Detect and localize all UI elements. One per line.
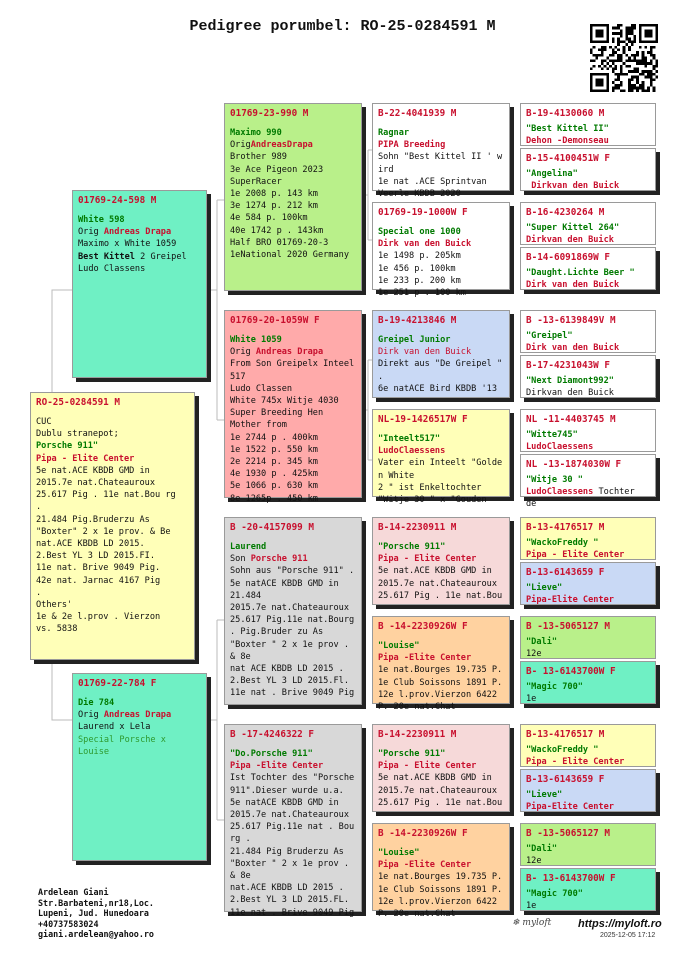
sd-line: 1e 1522 p. 550 km [230, 444, 318, 455]
ss-line: 3e Ace Pigeon 2023 [230, 164, 324, 175]
gen4-name-line [526, 636, 650, 648]
card-gen3-3[interactable] [372, 409, 510, 506]
gen4-ring: NL -11-4403745 M [526, 414, 616, 425]
gen4-breeder-line [526, 900, 650, 912]
subject-line: 1e & 2e l.prov . Vierzon [36, 612, 161, 623]
gen3-ring: B-14-2230911 M [378, 522, 457, 533]
sire-orig: Orig [78, 227, 104, 238]
gen4-name-line [526, 429, 650, 441]
gen4-breeder-line [526, 342, 650, 354]
gen4-name-line [526, 375, 650, 387]
card-gen4-6[interactable] [520, 409, 656, 452]
dd-ring: B -17-4246322 F [230, 729, 314, 740]
gen3-name: "Inteelt517" [378, 434, 441, 444]
sd-breeder: Andreas Drapa [255, 347, 324, 358]
ss-orig-line [230, 139, 356, 151]
dd-line: & 8e [230, 871, 251, 882]
sire-tail: 2 Greipel [134, 251, 187, 262]
card-dam-dam[interactable] [224, 724, 362, 918]
gen4-plain: Dirkvan den Buick [526, 388, 614, 399]
gen4-ring: B -13-5065127 M [526, 828, 610, 839]
gen3-ring: 01769-19-1000W F [378, 207, 468, 218]
subject-line: 11e nat. Brive 9049 Pig. [36, 563, 161, 574]
gen4-name-line [526, 168, 650, 180]
dd-line: 5e natACE KBDB GMD in [230, 797, 339, 808]
gen3-breeder: PIPA Breeding [378, 140, 446, 151]
gen4-ring: NL -13-1874030W F [526, 459, 622, 470]
card-gen3-5[interactable] [372, 616, 510, 713]
sd-line: 8e 1265p . 450 km [230, 493, 318, 504]
gen4-ring: B-15-4100451W F [526, 153, 610, 164]
sd-line: 1e 2744 p . 400km [230, 432, 318, 443]
subject-line: Porsche 911" [36, 441, 99, 452]
gen3-line: 1e nat .ACE Sprintvan [378, 176, 487, 187]
card-gen3-0[interactable] [372, 103, 510, 200]
card-dam[interactable] [72, 673, 207, 861]
gen4-breeder-line [526, 279, 650, 291]
dd-line: 2015.7e nat.Chateauroux [230, 810, 349, 821]
gen4-ring: B-13-6143659 F [526, 567, 605, 578]
card-gen4-9[interactable] [520, 562, 656, 605]
gen4-breeder-line [526, 135, 650, 147]
gen3-line: 12e l.prov.Vierzon 6422 [378, 896, 497, 907]
dd-line: 11e nat . Brive 9049 Pig [230, 907, 355, 918]
gen4-breeder: Pipa-Elite Center [526, 595, 614, 606]
gen3-ring: NL-19-1426517W F [378, 414, 468, 425]
gen4-ring: B-14-6091869W F [526, 252, 610, 263]
dd-line: 2.Best YL 3 LD 2015.FL. [230, 895, 349, 906]
gen3-breeder: Dirk van den Buick [378, 347, 472, 358]
sd-line: 5e 1066 p. 630 km [230, 481, 318, 492]
ds-line: . Pig.Bruder zu As [230, 627, 324, 638]
gen4-name-line [526, 681, 650, 693]
gen4-name: "Best Kittel II" [526, 124, 609, 134]
gen3-line: 5e nat.ACE KBDB GMD in [378, 566, 492, 577]
gen4-breeder-line [526, 180, 650, 192]
subject-line: Dublu stranepot; [36, 429, 119, 440]
owner-address [38, 887, 154, 940]
dd-line: Ist Tochter des "Porsche [230, 773, 355, 784]
gen4-name-line [526, 537, 650, 549]
subject-line: . [36, 502, 42, 513]
gen4-name: "Witte745" [526, 430, 578, 440]
gen3-line: Sohn "Best Kittel II ' w ird [378, 152, 508, 175]
gen3-name: "Porsche 911" [378, 542, 446, 552]
subject-line: CUC [36, 417, 52, 427]
gen3-ring: B-19-4213846 M [378, 315, 457, 326]
gen3-ring: B -14-2230926W F [378, 621, 468, 632]
ds-line: 21.484 [230, 590, 262, 601]
gen4-name-line [526, 789, 650, 801]
subject-line: 21.484 Pig.Bruderzu As [36, 514, 150, 525]
gen4-breeder-line [526, 387, 650, 399]
gen3-line: 1e Club Soissons 1891 P. [378, 677, 503, 688]
card-gen4-10[interactable] [520, 616, 656, 659]
card-gen4-15[interactable] [520, 868, 656, 911]
gen4-breeder-line [526, 594, 650, 606]
gen3-line: 1e Club Soissons 1891 P. [378, 884, 503, 895]
sd-orig-line [230, 346, 356, 358]
gen4-breeder-line [526, 855, 650, 867]
gen4-breeder: Pipa-Elite Center [526, 802, 614, 813]
gen4-name: "Super Kittel 264" [526, 223, 620, 233]
card-gen3-4[interactable] [372, 517, 510, 605]
sd-line: Super Breeding Hen [230, 408, 324, 419]
gen4-ring: B -13-6139849V M [526, 315, 616, 326]
owner-street: Str.Barbateni,nr18,Loc. [38, 897, 154, 908]
sire-name: White 598 [78, 215, 125, 225]
card-gen3-2[interactable] [372, 310, 510, 398]
subject-line: 25.617 Pig . 11e nat.Bou rg [36, 490, 176, 501]
gen4-name: "Magic 700" [526, 889, 583, 899]
dd-line: nat.ACE KBDB LD 2015 . [230, 883, 344, 894]
card-subject[interactable] [30, 392, 195, 660]
gen3-line: Direkt aus "De Greipel " [378, 359, 503, 370]
sire-parents: Maximo x White 1059 [78, 239, 177, 250]
ds-orig-line [230, 553, 356, 565]
gen4-plain: 1e [526, 901, 537, 912]
dam-orig: Orig [78, 710, 104, 721]
gen4-breeder-line [526, 234, 650, 246]
sd-line: Ludo Classen [230, 383, 293, 394]
gen3-line: 2 " ist Enkeltochter [378, 482, 482, 493]
gen3-name: "Louise" [378, 641, 420, 651]
gen3-line: 6e natACE Bird KBDB '13 [378, 383, 497, 394]
gen4-name: "Magic 700" [526, 682, 583, 692]
card-gen4-4[interactable] [520, 310, 656, 353]
myloft-logo [512, 918, 551, 928]
card-gen4-2[interactable] [520, 202, 656, 245]
gen4-name-line [526, 888, 650, 900]
gen4-name-line [526, 474, 650, 486]
dam-ring: 01769-22-784 F [78, 678, 157, 689]
gen3-line: 1e 1498 p. 205km [378, 251, 461, 262]
gen3-name: Greipel Junior [378, 335, 451, 345]
gen3-breeder: Pipa - Elite Center [378, 761, 477, 772]
owner-phone: +40737583024 [38, 918, 99, 929]
card-sire-dam[interactable] [224, 310, 362, 504]
card-gen4-13[interactable] [520, 769, 656, 812]
dam-breeder: Andreas Drapa [103, 710, 172, 721]
gen3-breeder: Pipa -Elite Center [378, 653, 472, 664]
gen4-breeder: Pipa - Elite Center [526, 550, 625, 561]
timestamp: 2025-12-05 17:12 [600, 932, 656, 939]
gen4-name-line [526, 744, 650, 756]
gen3-ring: B-22-4041939 M [378, 108, 457, 119]
sire-breeder: Andreas Drapa [103, 227, 172, 238]
gen4-name: "Lieve" [526, 790, 563, 800]
sd-line: Mother from [230, 420, 287, 431]
card-gen3-7[interactable] [372, 823, 510, 920]
gen3-line: Veerle KBDB 2020 [378, 189, 461, 200]
gen4-breeder-line [526, 693, 650, 705]
gen4-tail: Tochter de [526, 487, 640, 510]
card-sire[interactable] [72, 190, 207, 378]
gen4-name: "Lieve" [526, 583, 563, 593]
card-gen4-1[interactable] [520, 148, 656, 191]
gen3-line: 1e 456 p. 100km [378, 263, 456, 274]
gen3-name: "Louise" [378, 848, 420, 858]
ds-line: 2015.7e nat.Chateauroux [230, 603, 349, 614]
subject-line: vs. 5838 [36, 624, 78, 635]
card-dam-sire[interactable] [224, 517, 362, 705]
subject-line: 5e nat.ACE KBDB GMD in [36, 465, 150, 476]
ss-line: 1e 2008 p. 143 km [230, 189, 318, 200]
gen3-line: 1e 233 p. 200 km [378, 275, 461, 286]
gen3-ring: B -14-2230926W F [378, 828, 468, 839]
sd-line: 4e 1930 p . 425km [230, 469, 318, 480]
subject-line: Others' [36, 600, 73, 611]
ss-line: 4e 584 p. 100km [230, 213, 308, 224]
logo-text: myloft [522, 918, 552, 928]
sire-ring: 01769-24-598 M [78, 195, 157, 206]
card-gen4-14[interactable] [520, 823, 656, 866]
ss-line: 3e 1274 p. 212 km [230, 201, 318, 212]
gen4-ring: B-19-4130060 M [526, 108, 605, 119]
gen4-name2: Lichte Beer " [567, 268, 635, 278]
gen4-breeder-line [526, 801, 650, 813]
gen4-breeder-line [526, 441, 650, 453]
ds-ring: B -20-4157099 M [230, 522, 314, 533]
card-gen3-1[interactable] [372, 202, 510, 299]
dd-line: 911".Dieser wurde u.a. [230, 785, 344, 796]
card-gen4-8[interactable] [520, 517, 656, 560]
sd-orig: Orig [230, 347, 256, 358]
ss-breeder: AndreasDrapa [250, 140, 313, 151]
sd-name: White 1059 [230, 335, 282, 345]
gen3-line: 1e 251 p . 100 km [378, 288, 466, 299]
gen4-plain: 1e [526, 694, 537, 705]
site-link[interactable]: https://myloft.ro [578, 918, 662, 930]
dd-line: 21.484 Pig Bruderzu As [230, 846, 344, 857]
sd-ring: 01769-20-1059W F [230, 315, 320, 326]
bird-icon: ❄ [512, 918, 520, 928]
gen3-line: Vater ein Inteelt "Golde n White [378, 458, 508, 481]
owner-email[interactable]: giani.ardelean@yahoo.ro [38, 929, 154, 940]
subject-ring: RO-25-0284591 M [36, 397, 120, 408]
ss-ring: 01769-23-990 M [230, 108, 309, 119]
gen3-name: "Porsche 911" [378, 749, 446, 759]
gen4-ring: B-17-4231043W F [526, 360, 610, 371]
ss-line: Brother 989 [230, 152, 287, 163]
gen4-breeder: Dehon -Demonseau [526, 136, 609, 147]
gen3-line: "Witje 30 " x "Gouden [378, 495, 487, 506]
gen4-breeder-line [526, 486, 650, 510]
gen3-line: 12e l.prov.Vierzon 6422 [378, 689, 497, 700]
gen4-name: "Witje 30 " [526, 475, 583, 485]
card-gen3-6[interactable] [372, 724, 510, 812]
owner-city: Lupeni, Jud. Hunedoara [38, 908, 149, 919]
sd-line: White 745x Witje 4030 [230, 396, 339, 407]
dd-line: "Boxter " 2 x 1e prov . [230, 858, 349, 869]
gen4-ring: B-13-4176517 M [526, 729, 605, 740]
gen4-name: "Dali" [526, 844, 558, 854]
subject-line: nat.ACE KBDB LD 2015. [36, 539, 145, 550]
ds-line: & 8e [230, 651, 251, 662]
gen4-name: "Daught. [526, 268, 568, 278]
dam-name: Die 784 [78, 698, 115, 708]
gen3-line: 1e nat.Bourges 19.735 P. [378, 872, 503, 883]
gen4-name-line [526, 123, 650, 135]
ds-line: 2.Best YL 3 LD 2015.Fl. [230, 676, 349, 687]
gen4-ring: B -13-5065127 M [526, 621, 610, 632]
gen4-plain: 12e [526, 856, 542, 867]
sd-line: 2e 2214 p. 345 km [230, 457, 318, 468]
gen4-plain: 12e [526, 649, 542, 660]
gen4-ring: B- 13-6143700W F [526, 666, 616, 677]
subject-line: 42e nat. Jarnac 4167 Pig [36, 575, 161, 586]
gen3-breeder: Pipa - Elite Center [378, 554, 477, 565]
gen3-line: 2015.7e nat.Chateauroux [378, 785, 497, 796]
gen4-ring: B-16-4230264 M [526, 207, 605, 218]
gen4-name: "WackoFreddy " [526, 745, 599, 755]
gen4-breeder: Dirkvan den Buick [526, 235, 614, 246]
gen4-name-line [526, 222, 650, 234]
dam-special: Special Porsche x Louise [78, 734, 172, 757]
gen4-ring: B-13-4176517 M [526, 522, 605, 533]
subject-notes [36, 416, 189, 636]
dd-breeder: Pipa -Elite Center [230, 761, 324, 772]
subject-line: Pipa - Elite Center [36, 453, 135, 464]
gen4-name: "Angelina" [526, 169, 578, 179]
subject-line: . [36, 587, 42, 598]
gen3-breeder: Pipa -Elite Center [378, 860, 472, 871]
gen4-breeder-line [526, 648, 650, 660]
ds-line: nat ACE KBDB LD 2015 . [230, 664, 344, 675]
gen4-name-line [526, 267, 650, 279]
gen4-breeder-line [526, 549, 650, 561]
dd-orig-line [230, 760, 356, 772]
card-gen4-3[interactable] [520, 247, 656, 290]
sd-line: 517 [230, 371, 246, 382]
gen4-breeder: LudoClaessens [526, 487, 594, 498]
card-gen4-0[interactable] [520, 103, 656, 146]
sire-bold: Best Kittel [78, 251, 135, 262]
gen3-line: 5e nat.ACE KBDB GMD in [378, 773, 492, 784]
card-gen4-12[interactable] [520, 724, 656, 767]
ss-name: Maximo 990 [230, 128, 282, 138]
gen3-line: 2015.7e nat.Chateauroux [378, 578, 497, 589]
dd-name: "Do.Porsche 911" [230, 749, 313, 759]
ds-line: 11e nat . Brive 9049 Pig [230, 688, 355, 699]
ss-line: SuperRacer [230, 176, 282, 187]
subject-line: "Boxter" 2 x 1e prov. & Be [36, 526, 171, 537]
ss-line: 40e 1742 p . 143km [230, 225, 324, 236]
gen4-name-line [526, 582, 650, 594]
gen4-name: "Greipel" [526, 331, 573, 341]
ss-line: 1eNational 2020 Germany [230, 250, 349, 261]
gen3-line: P. 20e nat.Chat [378, 909, 456, 920]
subject-line: 2015.7e nat.Chateauroux [36, 478, 155, 489]
gen3-name: Ragnar [378, 128, 410, 138]
ds-line: 5e natACE KBDB GMD in [230, 578, 339, 589]
gen4-breeder: Dirk van den Buick [526, 280, 620, 291]
subject-line: 2.Best YL 3 LD 2015.FI. [36, 551, 155, 562]
ds-orig: Son [230, 554, 251, 565]
ds-line: "Boxter " 2 x 1e prov . [230, 639, 349, 650]
gen3-line: P. 20e nat.Chat [378, 702, 456, 713]
gen3-line: 1e nat.Bourges 19.735 P. [378, 665, 503, 676]
gen3-name: Special one 1000 [378, 227, 461, 237]
gen3-breeder: LudoClaessens [378, 446, 446, 457]
page-title: Pedigree porumbel: RO-25-0284591 M [189, 18, 496, 35]
ss-orig: Orig [230, 140, 251, 151]
ds-name: Laurend [230, 542, 267, 552]
dd-line: 25.617 Pig.11e nat . Bou rg . [230, 822, 360, 845]
gen4-breeder: Dirkvan den Buick [526, 181, 620, 192]
card-gen4-5[interactable] [520, 355, 656, 398]
ds-line: Sohn aus "Porsche 911" . [230, 566, 355, 577]
gen4-ring: B-13-6143659 F [526, 774, 605, 785]
gen4-name: "Next Diamont992" [526, 376, 614, 386]
gen4-breeder-line [526, 756, 650, 768]
gen4-name: "Dali" [526, 637, 558, 647]
ds-line: 25.617 Pig.11e nat.Bourg [230, 615, 355, 626]
gen4-breeder: Dirk van den Buick [526, 343, 620, 354]
card-gen4-11[interactable] [520, 661, 656, 704]
gen3-ring: B-14-2230911 M [378, 729, 457, 740]
card-gen4-7[interactable] [520, 454, 656, 510]
owner-name: Ardelean Giani [38, 887, 109, 897]
gen4-name: "WackoFreddy " [526, 538, 599, 548]
gen3-line: 25.617 Pig . 11e nat.Bou [378, 590, 503, 601]
gen4-breeder: Pipa - Elite Center [526, 757, 625, 768]
sd-line: From Son Greipelx Inteel [230, 359, 355, 370]
gen4-name-line [526, 330, 650, 342]
gen3-breeder: Dirk van den Buick [378, 239, 472, 250]
card-sire-sire[interactable] [224, 103, 362, 291]
gen4-name-line [526, 843, 650, 855]
ss-line: Half BRO 01769-20-3 [230, 237, 329, 248]
gen4-ring: B- 13-6143700W F [526, 873, 616, 884]
sire-last: Ludo Classens [78, 263, 146, 274]
gen3-line: 25.617 Pig . 11e nat.Bou [378, 797, 503, 808]
dam-parents: Laurend x Lela [78, 722, 151, 733]
ds-breeder: Porsche 911 [250, 554, 308, 565]
gen3-line: . [378, 371, 384, 382]
gen4-breeder: LudoClaessens [526, 442, 594, 453]
